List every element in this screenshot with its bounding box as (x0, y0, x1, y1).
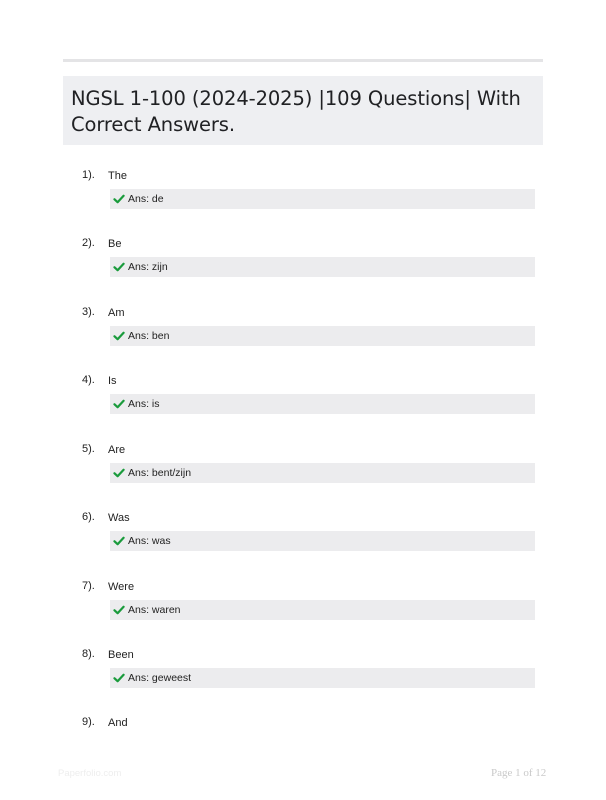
top-divider (63, 59, 543, 62)
question-number: 7). (82, 580, 95, 592)
question-number: 5). (82, 443, 95, 455)
question-item (0, 374, 606, 434)
question-text: Was (108, 512, 130, 524)
answer-box (110, 326, 535, 346)
answer-box (110, 531, 535, 551)
question-number: 9). (82, 716, 95, 728)
question-item (0, 237, 606, 297)
question-item (0, 306, 606, 366)
check-icon (113, 604, 125, 616)
answer-box (110, 394, 535, 414)
check-icon (113, 398, 125, 410)
question-number: 4). (82, 374, 95, 386)
answer-box (110, 189, 535, 209)
title-banner (63, 76, 543, 145)
check-icon (113, 330, 125, 342)
answer-text: Ans: waren (128, 604, 181, 616)
question-number: 3). (82, 306, 95, 318)
question-item (0, 169, 606, 229)
footer-source: Paperfolio.com (58, 768, 122, 779)
question-item (0, 648, 606, 708)
question-number: 2). (82, 237, 95, 249)
answer-text: Ans: de (128, 193, 164, 205)
answer-box (110, 257, 535, 277)
question-number: 8). (82, 648, 95, 660)
check-icon (113, 467, 125, 479)
answer-box (110, 463, 535, 483)
question-text: Am (108, 307, 125, 319)
question-text: Are (108, 444, 126, 456)
answer-text: Ans: geweest (128, 672, 192, 684)
question-item (0, 580, 606, 640)
answer-text: Ans: was (128, 535, 171, 547)
question-text: Were (108, 581, 135, 593)
question-item (0, 511, 606, 571)
question-number: 6). (82, 511, 95, 523)
check-icon (113, 672, 125, 684)
question-item (0, 443, 606, 503)
answer-box (110, 668, 535, 688)
question-text: The (108, 170, 127, 182)
question-text: And (108, 717, 128, 729)
question-number: 1). (82, 169, 95, 181)
check-icon (113, 535, 125, 547)
answer-text: Ans: bent/zijn (128, 467, 192, 479)
question-text: Been (108, 649, 134, 661)
answer-text: Ans: zijn (128, 261, 168, 273)
answer-text: Ans: is (128, 398, 160, 410)
page-number: Page 1 of 12 (491, 767, 547, 779)
answer-box (110, 600, 535, 620)
answer-text: Ans: ben (128, 330, 170, 342)
question-text: Be (108, 238, 122, 250)
document-title: NGSL 1-100 (2024-2025) |109 Questions| With Correct Answers. (71, 87, 521, 136)
question-text: Is (108, 375, 117, 387)
check-icon (113, 261, 125, 273)
check-icon (113, 193, 125, 205)
